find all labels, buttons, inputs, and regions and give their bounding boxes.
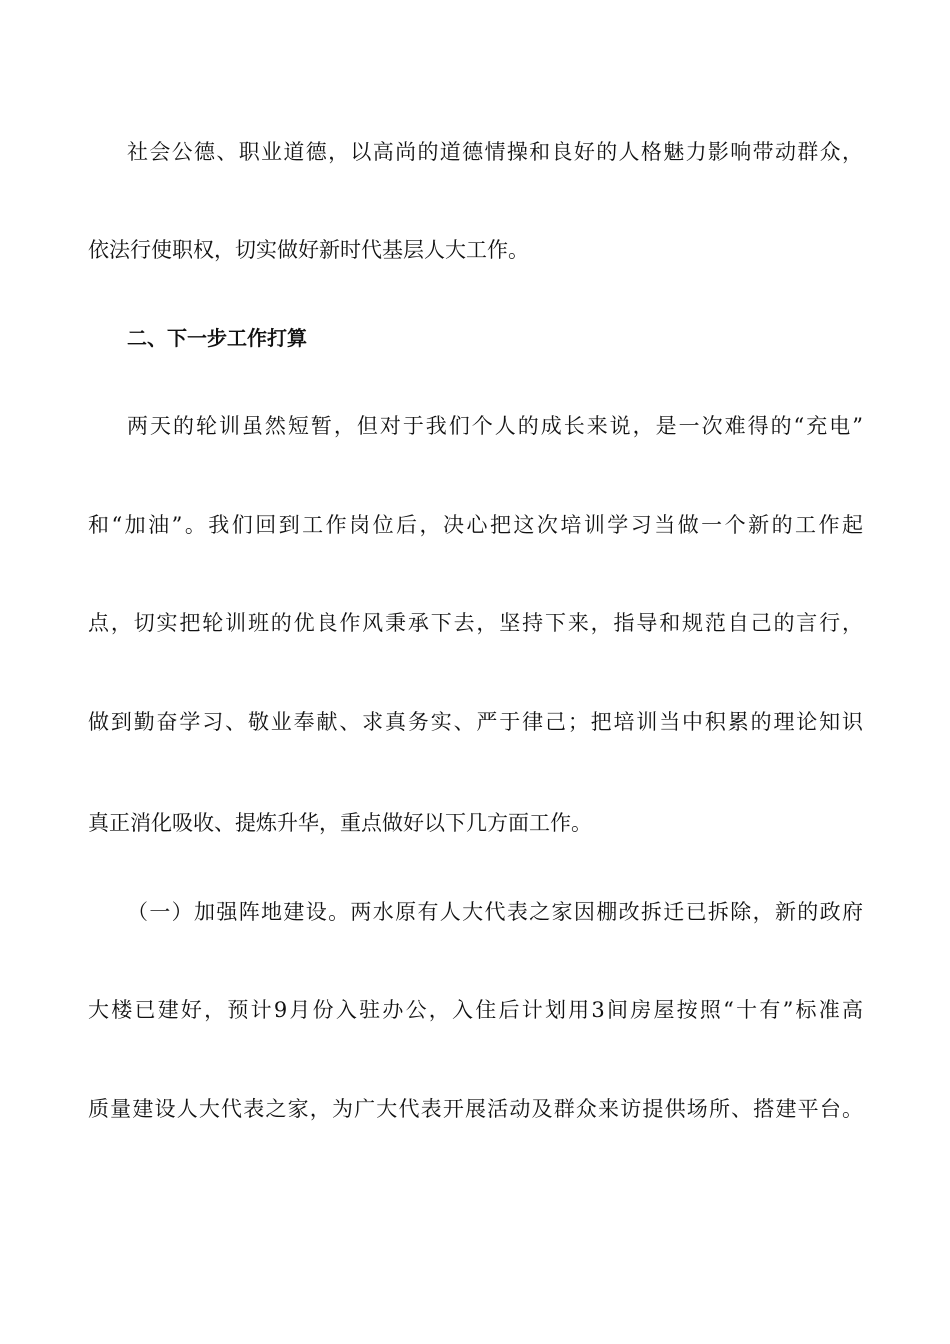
paragraph-line: （一）加强阵地建设。两水原有人大代表之家因棚改拆迁已拆除，新的政府 [127, 900, 863, 924]
paragraph-line: 和“加油”。我们回到工作岗位后，决心把这次培训学习当做一个新的工作起 [88, 513, 863, 537]
paragraph-line: 社会公德、职业道德，以高尚的道德情操和良好的人格魅力影响带动群众， [127, 140, 863, 164]
paragraph-line: 点，切实把轮训班的优良作风秉承下去，坚持下来，指导和规范自己的言行， [88, 611, 863, 635]
paragraph-line: 质量建设人大代表之家，为广大代表开展活动及群众来访提供场所、搭建平台。 [88, 1097, 863, 1121]
paragraph-line: 两天的轮训虽然短暂，但对于我们个人的成长来说，是一次难得的“充电” [127, 414, 863, 438]
paragraph-line: 做到勤奋学习、敬业奉献、求真务实、严于律己；把培训当中积累的理论知识 [88, 710, 863, 734]
paragraph-line: 大楼已建好，预计9月份入驻办公，入住后计划用3间房屋按照“十有”标准高 [88, 998, 863, 1022]
section-heading: 二、下一步工作打算 [127, 326, 307, 350]
paragraph-line: 依法行使职权，切实做好新时代基层人大工作。 [88, 238, 529, 262]
paragraph-line: 真正消化吸收、提炼升华，重点做好以下几方面工作。 [88, 811, 592, 835]
